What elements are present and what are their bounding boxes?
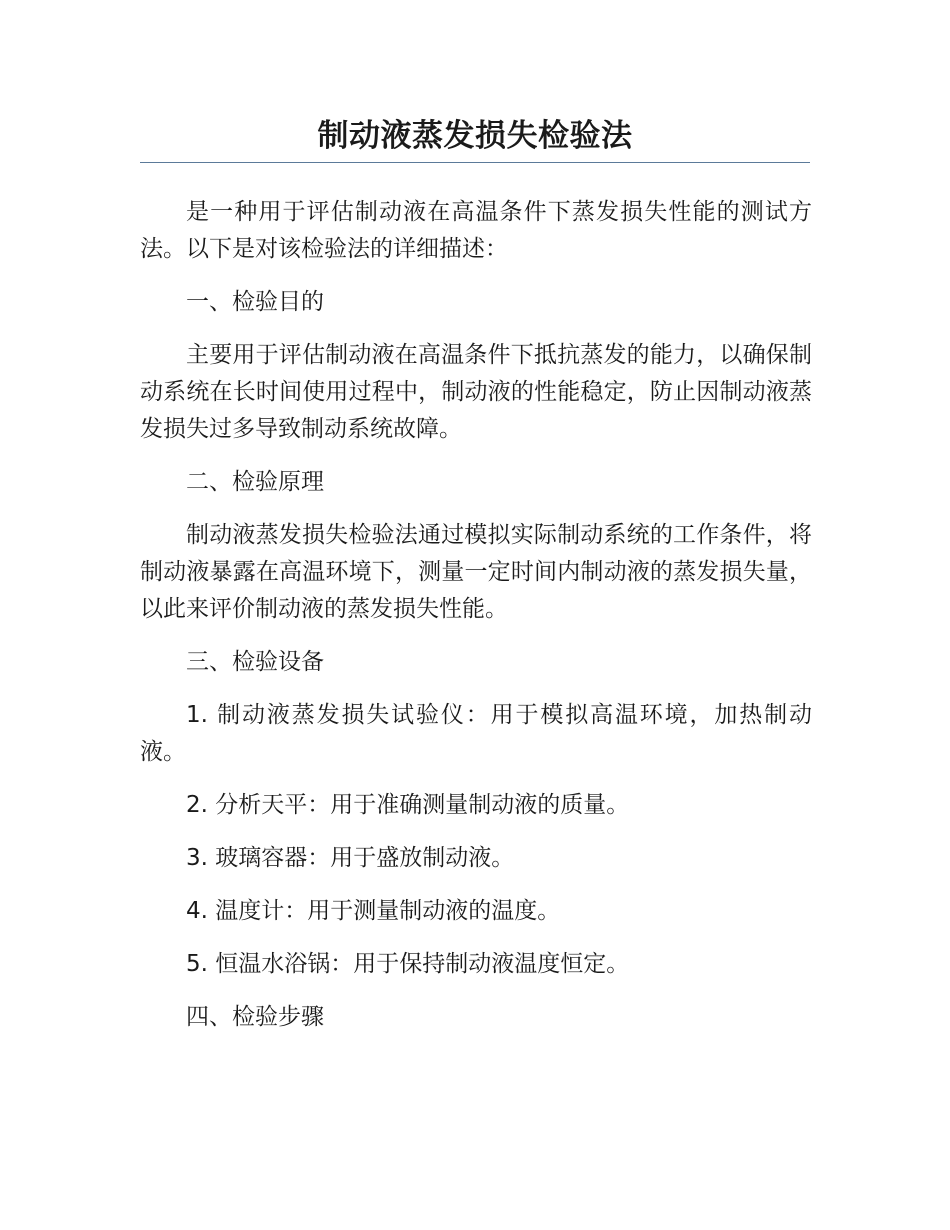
section-heading-principle: 二、检验原理 bbox=[186, 469, 324, 495]
equipment-item: 1. 制动液蒸发损失试验仪：用于模拟高温环境，加热制动液。 bbox=[140, 702, 812, 765]
equipment-item: 4. 温度计：用于测量制动液的温度。 bbox=[186, 898, 561, 924]
section-heading-steps: 四、检验步骤 bbox=[186, 1004, 324, 1030]
purpose-paragraph: 主要用于评估制动液在高温条件下抵抗蒸发的能力，以确保制动系统在长时间使用过程中，制动液的性能稳定，防止因制动液蒸发损失过多导致制动系统故障。 bbox=[140, 342, 812, 442]
equipment-item: 3. 玻璃容器：用于盛放制动液。 bbox=[186, 845, 515, 871]
equipment-item: 5. 恒温水浴锅：用于保持制动液温度恒定。 bbox=[186, 951, 630, 977]
document-title: 制动液蒸发损失检验法 bbox=[317, 118, 633, 154]
equipment-item: 2. 分析天平：用于准确测量制动液的质量。 bbox=[186, 792, 630, 818]
principle-paragraph: 制动液蒸发损失检验法通过模拟实际制动系统的工作条件，将制动液暴露在高温环境下，测量一定时间内制动液的蒸发损失量，以此来评价制动液的蒸发损失性能。 bbox=[140, 522, 812, 622]
section-heading-purpose: 一、检验目的 bbox=[186, 289, 324, 315]
document-body bbox=[140, 194, 812, 1052]
title-divider bbox=[140, 162, 810, 163]
intro-paragraph: 是一种用于评估制动液在高温条件下蒸发损失性能的测试方法。以下是对该检验法的详细描述： bbox=[140, 199, 812, 262]
section-heading-equipment: 三、检验设备 bbox=[186, 649, 324, 675]
